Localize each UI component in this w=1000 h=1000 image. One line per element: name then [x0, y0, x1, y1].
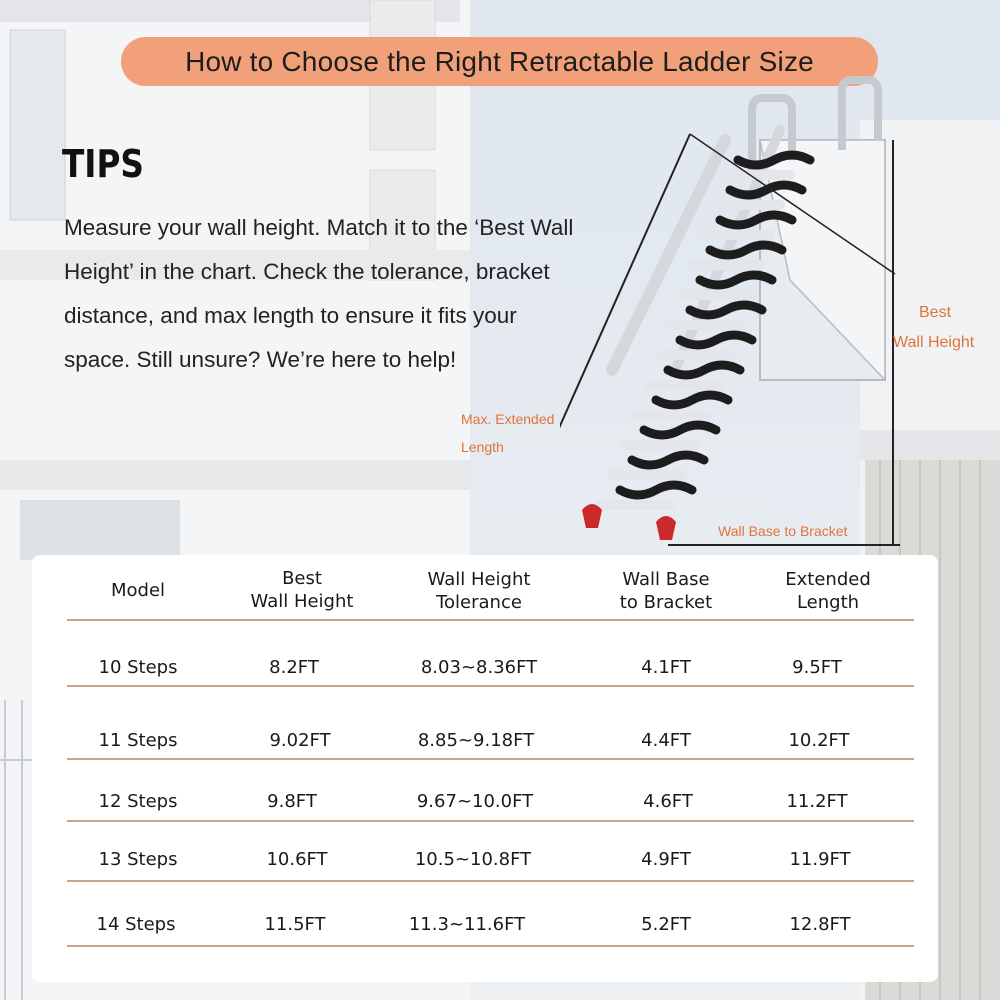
- table-divider: [67, 758, 914, 760]
- cell-tolerance: 9.67~10.0FT: [416, 791, 534, 812]
- best-label-line2: Wall Height: [893, 334, 975, 351]
- header-line: Best: [282, 568, 322, 589]
- size-table: [32, 555, 938, 982]
- header-line: Wall Height: [427, 569, 531, 590]
- cell-best-height: 9.8FT: [267, 791, 317, 812]
- header-line: Wall Base: [622, 569, 710, 590]
- table-divider: [67, 685, 914, 687]
- table-divider: [67, 945, 914, 947]
- cell-base: 4.4FT: [641, 730, 691, 751]
- header-line: Wall Height: [250, 591, 354, 612]
- cell-base: 5.2FT: [641, 914, 691, 935]
- ladder-illustration: [560, 70, 900, 560]
- cell-best-height: 9.02FT: [269, 730, 331, 751]
- best-label-line1: Best: [919, 304, 952, 321]
- header-line: Length: [796, 592, 860, 613]
- table-divider: [67, 820, 914, 822]
- header-wall-height-tolerance: [428, 568, 531, 614]
- cell-extended: 9.5FT: [792, 657, 842, 678]
- cell-tolerance: 8.85~9.18FT: [417, 730, 535, 751]
- header-wall-base-to-bracket: [620, 568, 712, 614]
- best-wall-height-label: [893, 298, 974, 358]
- max-label-line2: Length: [461, 439, 504, 455]
- header-extended-length: [785, 568, 871, 614]
- cell-tolerance: 10.5~10.8FT: [414, 849, 532, 870]
- table-divider: [67, 619, 914, 621]
- cell-base: 4.9FT: [641, 849, 691, 870]
- header-line: Model: [110, 580, 166, 601]
- tips-line: space. Still unsure? We’re here to help!: [64, 347, 457, 372]
- cell-extended: 11.9FT: [789, 849, 851, 870]
- cell-base: 4.6FT: [643, 791, 693, 812]
- cell-extended: 11.2FT: [786, 791, 848, 812]
- max-label-line1: Max. Extended: [461, 411, 555, 427]
- cell-extended: 12.8FT: [789, 914, 851, 935]
- wall-base-to-bracket-label: Wall Base to Bracket: [718, 523, 848, 539]
- tips-heading: TIPS: [62, 142, 144, 186]
- tips-line: distance, and max length to ensure it fits your: [64, 303, 517, 328]
- table-row: [32, 848, 938, 908]
- cell-model: 13 Steps: [98, 849, 178, 870]
- header-best-wall-height: [251, 567, 354, 613]
- banner-title: How to Choose the Right Retractable Ladder Size: [185, 45, 814, 77]
- cell-tolerance: 11.3~11.6FT: [408, 914, 526, 935]
- header-model: [111, 579, 165, 602]
- cell-tolerance: 8.03~8.36FT: [420, 657, 538, 678]
- cell-base: 4.1FT: [641, 657, 691, 678]
- table-divider: [67, 880, 914, 882]
- table-row: [32, 913, 938, 973]
- header-line: to Bracket: [619, 592, 713, 613]
- cell-extended: 10.2FT: [788, 730, 850, 751]
- header-line: Tolerance: [436, 592, 522, 613]
- tips-line: Measure your wall height. Match it to the ‘Best Wall: [64, 215, 574, 240]
- header-line: Extended: [785, 569, 871, 590]
- cell-model: 11 Steps: [98, 730, 178, 751]
- cell-best-height: 10.6FT: [266, 849, 328, 870]
- cell-best-height: 11.5FT: [264, 914, 326, 935]
- max-extended-length-label: [461, 405, 554, 461]
- cell-model: 10 Steps: [98, 657, 178, 678]
- cell-model: 14 Steps: [96, 914, 176, 935]
- table-header: [32, 567, 938, 627]
- cell-best-height: 8.2FT: [269, 657, 319, 678]
- cell-model: 12 Steps: [98, 791, 178, 812]
- tips-line: Height’ in the chart. Check the tolerance, bracket: [64, 259, 550, 284]
